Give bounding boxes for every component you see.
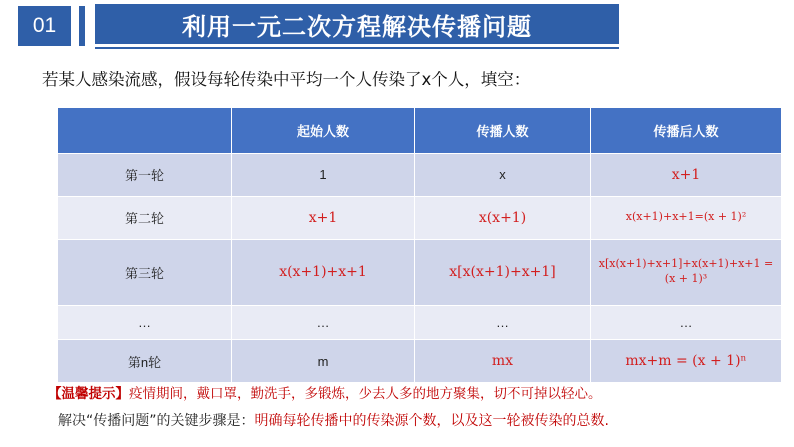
page-title: 利用一元二次方程解决传播问题 — [95, 4, 619, 44]
round-label: … — [58, 305, 232, 339]
table-row — [58, 305, 782, 339]
key-steps-lead: 解决“传播问题”的关键步骤是： — [58, 413, 255, 429]
spread-count: x(x+1) — [415, 196, 591, 239]
spread-count: x — [415, 154, 591, 197]
table-header-row — [58, 108, 782, 154]
warm-tip — [48, 382, 602, 402]
warm-tip-text: 疫情期间，戴口罩，勤洗手，多锻炼，少去人多的地方聚集，切不可掉以轻心。 — [129, 386, 602, 402]
start-count: m — [232, 340, 415, 383]
table-row — [58, 196, 782, 239]
spread-count: x[x(x+1)+x+1] — [415, 239, 591, 305]
round-label: 第三轮 — [58, 239, 232, 305]
header-cell-spread: 传播人数 — [415, 108, 591, 154]
spread-count: … — [415, 305, 591, 339]
header-cell-round — [58, 108, 232, 154]
key-steps — [58, 410, 609, 430]
after-count: mx+m = (x + 1)ⁿ — [591, 340, 782, 383]
header-cell-start: 起始人数 — [232, 108, 415, 154]
after-count: … — [591, 305, 782, 339]
warm-tip-label: 【温馨提示】 — [48, 386, 129, 402]
after-count: x(x+1)+x+1=(x + 1)² — [591, 196, 782, 239]
header-cell-after: 传播后人数 — [591, 108, 782, 154]
table-row — [58, 340, 782, 383]
key-steps-text: 明确每轮传播中的传染源个数，以及这一轮被传染的总数. — [254, 413, 609, 429]
round-label: 第n轮 — [58, 340, 232, 383]
section-number-bar — [79, 6, 85, 46]
start-count: x+1 — [232, 196, 415, 239]
table-row — [58, 239, 782, 305]
after-count: x+1 — [591, 154, 782, 197]
table-row — [58, 154, 782, 197]
round-label: 第二轮 — [58, 196, 232, 239]
start-count: … — [232, 305, 415, 339]
start-count: x(x+1)+x+1 — [232, 239, 415, 305]
spread-count: mx — [415, 340, 591, 383]
start-count: 1 — [232, 154, 415, 197]
intro-text: 若某人感染流感，假设每轮传染中平均一个人传染了x个人，填空： — [42, 70, 531, 89]
title-underline — [95, 47, 619, 49]
spread-table — [57, 107, 782, 383]
section-number: 01 — [18, 6, 71, 46]
round-label: 第一轮 — [58, 154, 232, 197]
after-count: x[x(x+1)+x+1]+x(x+1)+x+1 = (x + 1)³ — [591, 239, 782, 305]
